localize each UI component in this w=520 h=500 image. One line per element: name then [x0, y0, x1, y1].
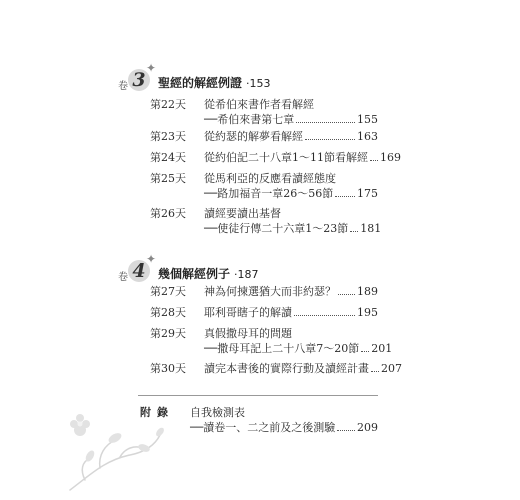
day-label: 第24天: [150, 151, 186, 164]
volume-number-badge: 4: [128, 260, 150, 282]
floral-ornament-icon: [60, 400, 170, 495]
leader-dots: [337, 430, 355, 431]
entry-title: 從馬利亞的反應看讀經態度: [204, 172, 336, 185]
entry-title: 讀完本書後的實際行動及讀經計畫: [204, 362, 369, 375]
entry-title: 從約瑟的解夢看解經: [204, 130, 303, 143]
day-label: 第23天: [150, 130, 186, 143]
sparkle-icon: ✦: [146, 61, 157, 75]
page-number: 209: [357, 421, 378, 434]
day-label: 第29天: [150, 327, 186, 340]
volume-title[interactable]: 幾個解經例子 ‧187: [158, 267, 259, 281]
volume-label: 卷: [118, 272, 128, 283]
page-number: 181: [360, 222, 382, 235]
volume-label: 卷: [118, 81, 128, 92]
volume-title[interactable]: 聖經的解經例證 ‧153: [158, 76, 271, 90]
page-number: 175: [357, 187, 378, 200]
appendix-label: 附錄: [140, 406, 174, 419]
sparkle-icon: ✦: [146, 252, 157, 266]
day-label: 第26天: [150, 207, 186, 220]
entry-reference: ──使徒行傳二十六章1～23節: [204, 222, 349, 235]
entry-title: 從約伯記二十八章1～11節看解經: [204, 151, 368, 164]
entry-reference: ──希伯來書第七章: [204, 113, 295, 126]
page-number: 207: [381, 362, 402, 375]
entry-title: 讀經要讀出基督: [204, 207, 281, 220]
page-number: 201: [371, 342, 393, 355]
leader-dots: [350, 231, 358, 232]
page-number: 189: [357, 285, 378, 298]
leader-dots: [338, 294, 355, 295]
leader-dots: [296, 122, 355, 123]
day-label: 第27天: [150, 285, 186, 298]
page-number: 163: [357, 130, 378, 143]
entry-title: 真假撒母耳的問題: [204, 327, 292, 340]
entry-title: 從希伯來書作者看解經: [204, 98, 314, 111]
entry-reference: ──讀卷一、二之前及之後測驗: [190, 421, 336, 434]
day-label: 第30天: [150, 362, 186, 375]
leader-dots: [361, 351, 369, 352]
page-number: 195: [357, 306, 378, 319]
entry-title: 神為何揀選猶大而非約瑟？: [204, 285, 336, 298]
page-number: 155: [357, 113, 378, 126]
page-number: 169: [380, 151, 401, 164]
day-label: 第22天: [150, 98, 186, 111]
leader-dots: [371, 371, 379, 372]
entry-reference: ──撒母耳記上二十八章7～20節: [204, 342, 360, 355]
divider: [138, 395, 378, 396]
entry-title: 耶利哥瞎子的解讀: [204, 306, 292, 319]
leader-dots: [335, 196, 355, 197]
leader-dots: [305, 139, 355, 140]
volume-number-badge: 3: [128, 69, 150, 91]
leader-dots: [370, 160, 378, 161]
entry-title: 自我檢測表: [190, 406, 245, 419]
day-label: 第28天: [150, 306, 186, 319]
day-label: 第25天: [150, 172, 186, 185]
entry-reference: ──路加福音一章26～56節: [204, 187, 334, 200]
leader-dots: [294, 315, 355, 316]
